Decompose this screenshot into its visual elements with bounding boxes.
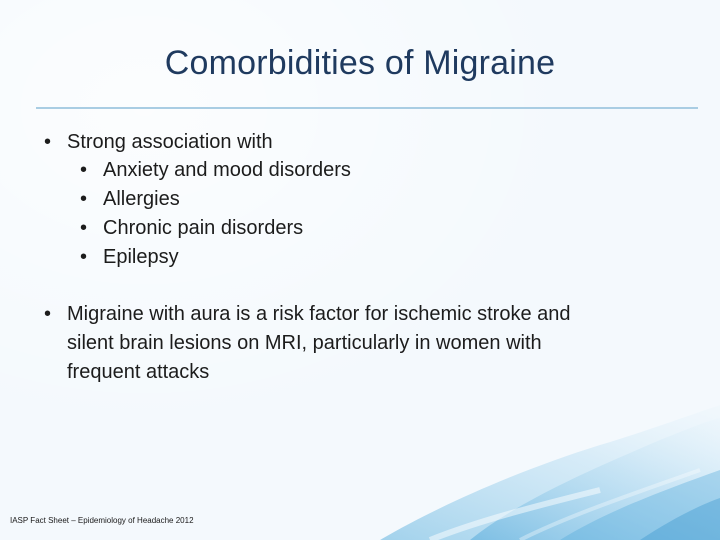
sub-bullet-text: Chronic pain disorders bbox=[103, 217, 304, 239]
sub-bullet-text: Anxiety and mood disorders bbox=[103, 159, 351, 181]
slide-title: Comorbidities of Migraine bbox=[164, 44, 556, 82]
sub-bullet-marker: • bbox=[80, 188, 88, 210]
sub-bullet-marker: • bbox=[80, 246, 88, 268]
sub-bullet-text: Epilepsy bbox=[103, 246, 179, 268]
bullet-text: Migraine with aura is a risk factor for ischemic stroke and bbox=[67, 303, 571, 325]
bullet-text-continued: frequent attacks bbox=[67, 361, 210, 383]
sub-bullet-text: Allergies bbox=[103, 188, 180, 210]
bullet-text: Strong association with bbox=[67, 131, 273, 153]
sub-bullet-marker: • bbox=[80, 159, 88, 181]
sub-bullet-marker: • bbox=[80, 217, 88, 239]
bullet-marker: • bbox=[44, 131, 52, 153]
bullet-text-continued: silent brain lesions on MRI, particularly in women with bbox=[67, 332, 542, 354]
source-citation: IASP Fact Sheet – Epidemiology of Headache 2012 bbox=[10, 516, 194, 525]
bullet-marker: • bbox=[44, 303, 52, 325]
